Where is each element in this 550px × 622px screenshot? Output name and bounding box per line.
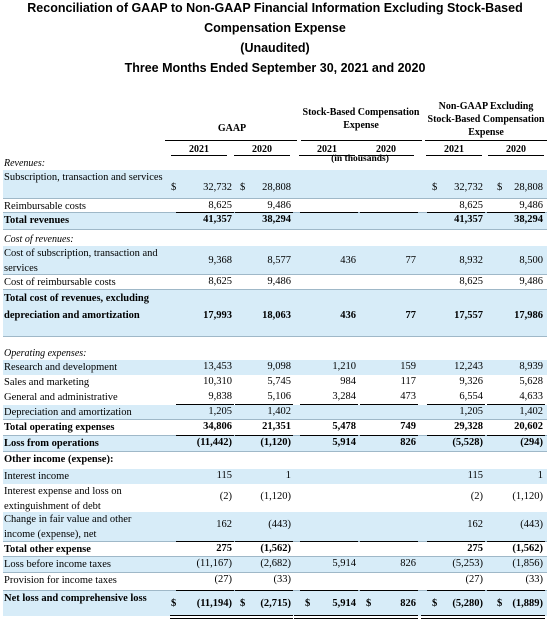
cell-value: (294) bbox=[520, 437, 543, 448]
row-label: Total other expense bbox=[4, 544, 91, 555]
cell-value: 984 bbox=[340, 376, 356, 387]
subtotal-rule bbox=[235, 404, 293, 405]
cell-value: 29,328 bbox=[454, 421, 483, 432]
cell-value: 41,357 bbox=[203, 214, 232, 225]
subtotal-rule bbox=[360, 404, 418, 405]
currency-symbol: $ bbox=[366, 598, 372, 609]
cell-value: 162 bbox=[216, 519, 232, 530]
subtotal-rule bbox=[427, 404, 485, 405]
year-header: 2020 bbox=[376, 144, 396, 155]
subtotal-rule bbox=[235, 590, 293, 591]
nongaap-header: Non-GAAP Excluding Stock-Based Compensation Expense bbox=[427, 101, 545, 138]
total-double-rule bbox=[481, 618, 545, 619]
cell-value: (443) bbox=[520, 519, 543, 530]
cell-value: 115 bbox=[467, 470, 483, 481]
cell-value: 32,732 bbox=[454, 182, 483, 193]
currency-symbol: $ bbox=[432, 182, 438, 193]
total-double-rule bbox=[294, 615, 358, 616]
cell-value: 436 bbox=[340, 255, 356, 266]
cell-value: 162 bbox=[467, 519, 483, 530]
subtotal-rule bbox=[360, 435, 418, 436]
cell-value: (11,167) bbox=[196, 558, 232, 569]
currency-symbol: $ bbox=[240, 182, 246, 193]
cell-value: (5,528) bbox=[452, 437, 483, 448]
cell-value: (1,562) bbox=[512, 543, 543, 554]
cell-value: 117 bbox=[400, 376, 416, 387]
cell-value: (5,253) bbox=[452, 558, 483, 569]
cell-value: (2,682) bbox=[260, 558, 291, 569]
subtotal-rule bbox=[176, 590, 234, 591]
cell-value: 8,625 bbox=[459, 276, 483, 287]
subtotal-rule bbox=[427, 541, 485, 542]
subtotal-rule bbox=[176, 212, 234, 213]
cell-value: 28,808 bbox=[262, 182, 291, 193]
row-label: Subscription, transaction and services bbox=[4, 172, 163, 183]
cell-value: 1,402 bbox=[519, 406, 543, 417]
cell-value: 20,602 bbox=[514, 421, 543, 432]
report-title-line3: (Unaudited) bbox=[240, 41, 310, 55]
cell-value: (1,562) bbox=[260, 543, 291, 554]
year-header: 2021 bbox=[189, 144, 209, 155]
cell-value: 38,294 bbox=[514, 214, 543, 225]
subtotal-rule bbox=[427, 435, 485, 436]
year-header: 2021 bbox=[444, 144, 464, 155]
total-double-rule bbox=[170, 615, 234, 616]
row-label: Total operating expenses bbox=[4, 422, 115, 433]
row-divider bbox=[3, 572, 547, 573]
cell-value: 17,986 bbox=[514, 310, 543, 321]
row-divider bbox=[3, 229, 547, 230]
cell-value: (1,120) bbox=[512, 491, 543, 502]
cell-value: 9,838 bbox=[208, 391, 232, 402]
in-thousands-note: (in thousands) bbox=[331, 154, 389, 164]
cell-value: 5,478 bbox=[332, 421, 356, 432]
cell-value: (1,120) bbox=[260, 437, 291, 448]
cell-value: 1 bbox=[285, 470, 291, 481]
cell-value: (1,889) bbox=[512, 598, 543, 609]
cell-value: 1,210 bbox=[332, 361, 356, 372]
row-divider bbox=[3, 198, 547, 199]
report-title-line4: Three Months Ended September 30, 2021 and 2020 bbox=[124, 61, 426, 75]
cell-value: 5,914 bbox=[332, 558, 356, 569]
cell-value: 34,806 bbox=[203, 421, 232, 432]
row-label bbox=[4, 338, 164, 345]
row-label: Total revenues bbox=[4, 215, 70, 226]
cell-value: 8,939 bbox=[519, 361, 543, 372]
report-title-line2: Compensation Expense bbox=[204, 21, 346, 35]
currency-symbol: $ bbox=[497, 182, 503, 193]
subtotal-rule bbox=[300, 541, 358, 542]
cell-value: 9,098 bbox=[267, 361, 291, 372]
cell-value: 38,294 bbox=[262, 214, 291, 225]
subtotal-rule bbox=[487, 212, 545, 213]
subtotal-rule bbox=[300, 435, 358, 436]
cell-value: 275 bbox=[467, 543, 483, 554]
row-label: Depreciation and amortization bbox=[4, 407, 132, 418]
subtotal-rule bbox=[427, 212, 485, 213]
subtotal-rule bbox=[235, 212, 293, 213]
cell-value: 8,577 bbox=[267, 255, 291, 266]
cell-value: (1,856) bbox=[512, 558, 543, 569]
currency-symbol: $ bbox=[432, 598, 438, 609]
row-label: Other income (expense): bbox=[4, 454, 114, 465]
cell-value: 5,745 bbox=[267, 376, 291, 387]
row-divider bbox=[3, 274, 547, 275]
row-label: Provision for income taxes bbox=[4, 575, 117, 586]
cell-value: 5,628 bbox=[519, 376, 543, 387]
row-label: Revenues: bbox=[4, 158, 46, 168]
cell-value: (11,194) bbox=[196, 598, 232, 609]
cell-value: (443) bbox=[268, 519, 291, 530]
group-header-underline bbox=[301, 140, 422, 141]
cell-value: 21,351 bbox=[262, 421, 291, 432]
report-title-line1: Reconciliation of GAAP to Non-GAAP Financial Information Excluding Stock-Based bbox=[27, 1, 523, 15]
cell-value: 3,284 bbox=[332, 391, 356, 402]
cell-value: 1 bbox=[537, 470, 543, 481]
subtotal-rule bbox=[235, 541, 293, 542]
total-double-rule bbox=[294, 618, 358, 619]
year-header: 2021 bbox=[317, 144, 337, 155]
cell-value: (2,715) bbox=[260, 598, 291, 609]
row-label: Loss before income taxes bbox=[4, 559, 112, 570]
row-label: General and administrative bbox=[4, 392, 118, 403]
total-double-rule bbox=[421, 615, 485, 616]
year-header: 2020 bbox=[252, 144, 272, 155]
sbc-header: Stock-Based Compensation Expense bbox=[302, 107, 420, 131]
cell-value: 749 bbox=[400, 421, 416, 432]
cell-value: 77 bbox=[405, 310, 416, 321]
cell-value: 275 bbox=[216, 543, 232, 554]
cell-value: (2) bbox=[470, 491, 483, 502]
cell-value: (33) bbox=[273, 574, 291, 585]
cell-value: 1,402 bbox=[267, 406, 291, 417]
cell-value: 28,808 bbox=[514, 182, 543, 193]
cell-value: 9,486 bbox=[519, 276, 543, 287]
cell-value: 436 bbox=[340, 310, 356, 321]
row-divider bbox=[3, 451, 547, 452]
subtotal-rule bbox=[487, 404, 545, 405]
row-label: Reimbursable costs bbox=[4, 201, 86, 212]
row-label: Total cost of revenues, excluding depreciation and amortization bbox=[4, 293, 149, 321]
cell-value: 4,633 bbox=[519, 391, 543, 402]
currency-symbol: $ bbox=[305, 598, 311, 609]
row-label: Research and development bbox=[4, 362, 118, 373]
row-label: Interest expense and loss on extinguishment of debt bbox=[4, 486, 122, 512]
cell-value: 5,914 bbox=[332, 437, 356, 448]
cell-value: 8,500 bbox=[519, 255, 543, 266]
row-divider bbox=[3, 336, 547, 337]
row-label: Sales and marketing bbox=[4, 377, 90, 388]
total-double-rule bbox=[229, 618, 293, 619]
cell-value: 8,625 bbox=[459, 200, 483, 211]
subtotal-rule bbox=[427, 590, 485, 591]
cell-value: 1,205 bbox=[459, 406, 483, 417]
total-double-rule bbox=[354, 618, 418, 619]
row-label: Net loss and comprehensive loss bbox=[4, 593, 147, 604]
cell-value: 6,554 bbox=[459, 391, 483, 402]
total-double-rule bbox=[354, 615, 418, 616]
cell-value: 32,732 bbox=[203, 182, 232, 193]
row-label: Cost of revenues: bbox=[4, 234, 74, 244]
subtotal-rule bbox=[176, 404, 234, 405]
gaap-header: GAAP bbox=[217, 123, 247, 134]
currency-symbol: $ bbox=[171, 598, 177, 609]
row-label: Change in fair value and other income (expense), net bbox=[4, 514, 132, 540]
row-label: Cost of reimbursable costs bbox=[4, 277, 116, 288]
cell-value: (5,280) bbox=[452, 598, 483, 609]
cell-value: (33) bbox=[525, 574, 543, 585]
row-divider bbox=[3, 289, 547, 290]
cell-value: (1,120) bbox=[260, 491, 291, 502]
cell-value: 159 bbox=[400, 361, 416, 372]
subtotal-rule bbox=[487, 435, 545, 436]
cell-value: 17,993 bbox=[203, 310, 232, 321]
cell-value: 826 bbox=[400, 598, 416, 609]
cell-value: 9,486 bbox=[267, 276, 291, 287]
cell-value: 10,310 bbox=[203, 376, 232, 387]
cell-value: 18,063 bbox=[262, 310, 291, 321]
subtotal-rule bbox=[176, 541, 234, 542]
cell-value: 9,368 bbox=[208, 255, 232, 266]
subtotal-rule bbox=[176, 435, 234, 436]
currency-symbol: $ bbox=[171, 182, 177, 193]
cell-value: 12,243 bbox=[454, 361, 483, 372]
year-header: 2020 bbox=[506, 144, 526, 155]
subtotal-rule bbox=[487, 590, 545, 591]
total-double-rule bbox=[170, 618, 234, 619]
cell-value: 9,486 bbox=[519, 200, 543, 211]
year-underline bbox=[488, 155, 544, 156]
cell-value: 9,486 bbox=[267, 200, 291, 211]
cell-value: 17,557 bbox=[454, 310, 483, 321]
year-underline bbox=[426, 155, 482, 156]
row-label: Loss from operations bbox=[4, 438, 99, 449]
cell-value: 8,932 bbox=[459, 255, 483, 266]
subtotal-rule bbox=[487, 541, 545, 542]
cell-value: (27) bbox=[214, 574, 232, 585]
cell-value: 5,106 bbox=[267, 391, 291, 402]
cell-value: 826 bbox=[400, 437, 416, 448]
row-divider bbox=[3, 419, 547, 420]
cell-value: 41,357 bbox=[454, 214, 483, 225]
cell-value: 1,205 bbox=[208, 406, 232, 417]
subtotal-rule bbox=[300, 212, 358, 213]
cell-value: 8,625 bbox=[208, 276, 232, 287]
subtotal-rule bbox=[235, 435, 293, 436]
cell-value: 8,625 bbox=[208, 200, 232, 211]
row-label: Operating expenses: bbox=[4, 348, 87, 359]
year-underline bbox=[171, 155, 227, 156]
subtotal-rule bbox=[360, 212, 418, 213]
cell-value: 473 bbox=[400, 391, 416, 402]
cell-value: 9,326 bbox=[459, 376, 483, 387]
total-double-rule bbox=[421, 618, 485, 619]
cell-value: 826 bbox=[400, 558, 416, 569]
group-header-underline bbox=[425, 140, 547, 141]
cell-value: 13,453 bbox=[203, 361, 232, 372]
cell-value: (27) bbox=[465, 574, 483, 585]
subtotal-rule bbox=[360, 541, 418, 542]
total-double-rule bbox=[229, 615, 293, 616]
subtotal-rule bbox=[360, 590, 418, 591]
row-label: Interest income bbox=[4, 471, 70, 482]
row-label: Cost of subscription, transaction and services bbox=[4, 248, 158, 274]
cell-value: 5,914 bbox=[332, 598, 356, 609]
currency-symbol: $ bbox=[497, 598, 503, 609]
cell-value: 77 bbox=[405, 255, 416, 266]
year-underline bbox=[234, 155, 290, 156]
subtotal-rule bbox=[300, 404, 358, 405]
group-header-underline bbox=[165, 140, 297, 141]
cell-value: 115 bbox=[216, 470, 232, 481]
cell-value: (2) bbox=[219, 491, 232, 502]
row-divider bbox=[3, 556, 547, 557]
cell-value: (11,442) bbox=[196, 437, 232, 448]
currency-symbol: $ bbox=[240, 598, 246, 609]
total-double-rule bbox=[481, 615, 545, 616]
subtotal-rule bbox=[300, 590, 358, 591]
